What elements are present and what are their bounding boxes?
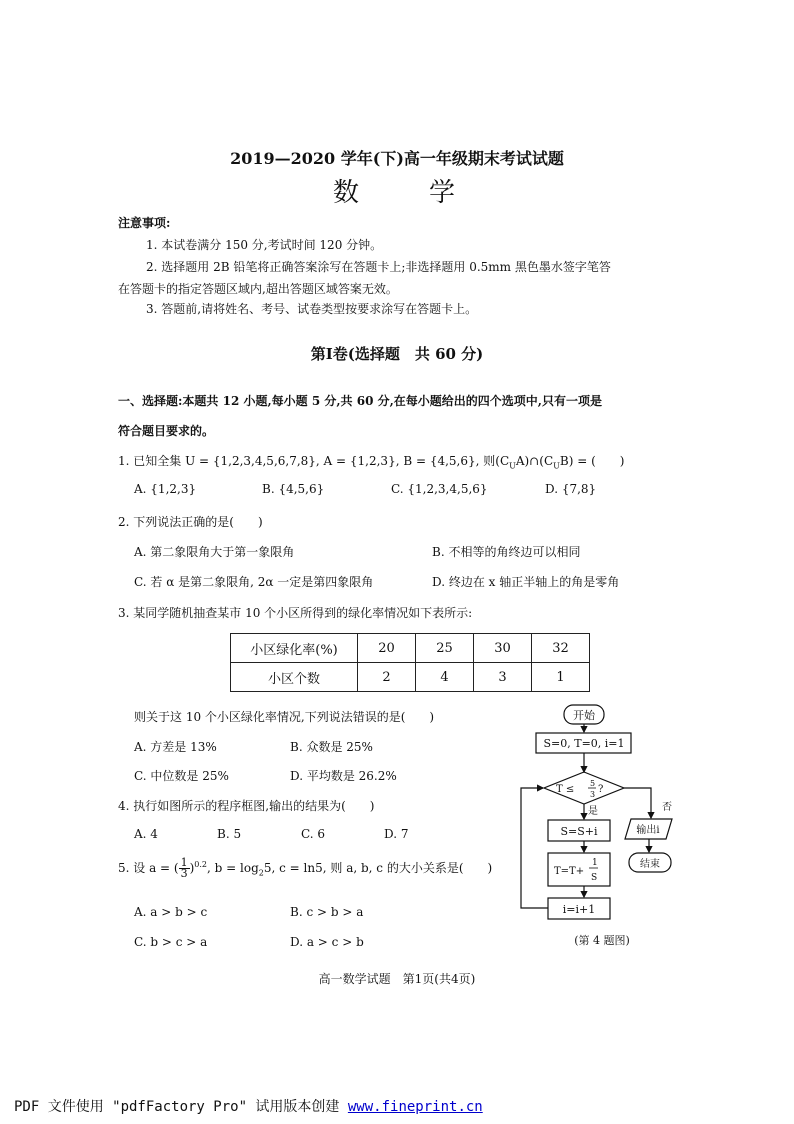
table-cell: 20	[358, 634, 416, 663]
table-header-rate: 小区绿化率(%)	[231, 634, 358, 663]
output-label: 输出i	[636, 825, 660, 836]
step-s-label: S=S+i	[560, 825, 598, 838]
q3-option-a: A. 方差是 13%	[134, 740, 217, 754]
note-3: 3. 答题前,请将姓名、考号、试卷类型按要求涂写在答题卡上。	[146, 302, 478, 316]
q3-option-c: C. 中位数是 25%	[134, 769, 229, 783]
step-i-label: i=i+1	[562, 903, 596, 916]
note-2a: 2. 选择题用 2B 铅笔将正确答案涂写在答题卡上;非选择题用 0.5mm 黑色墨水签字笔答	[146, 260, 611, 274]
section-desc-b: 符合题目要求的。	[118, 424, 215, 438]
init-label: S=0, T=0, i=1	[543, 737, 625, 750]
q3-question: 则关于这 10 个小区绿化率情况,下列说法错误的是( )	[134, 710, 435, 724]
condition-num: 5	[590, 779, 596, 788]
step-t-label: T=T+	[554, 866, 585, 877]
table-cell: 3	[474, 663, 532, 692]
q4-option-b: B. 5	[217, 827, 242, 841]
table-cell: 2	[358, 663, 416, 692]
table-cell: 4	[416, 663, 474, 692]
q3-option-b: B. 众数是 25%	[290, 740, 373, 754]
pdf-footer-text: PDF 文件使用 "pdfFactory Pro" 试用版本创建	[14, 1099, 348, 1115]
table-row	[231, 634, 590, 663]
q2-option-a: A. 第二象限角大于第一象限角	[134, 545, 295, 559]
note-1: 1. 本试卷满分 150 分,考试时间 120 分钟。	[146, 238, 383, 252]
loop-arrow	[521, 788, 548, 908]
no-arrow	[624, 788, 651, 818]
q4-option-d: D. 7	[384, 827, 409, 841]
q2-option-b: B. 不相等的角终边可以相同	[432, 545, 581, 559]
q5-stem: 5. 设 a = ( $\frac{1}{3}$ )$^{0.2}$, $b = \log_25$, c = ln5, 则 a, b, c 的大小关系是( )	[118, 856, 493, 880]
condition-label: T ≤	[556, 784, 575, 795]
q4-stem: 4. 执行如图所示的程序框图,输出的结果为( )	[118, 799, 375, 813]
table-cell: 30	[474, 634, 532, 663]
table-cell: 25	[416, 634, 474, 663]
q3-option-d: D. 平均数是 26.2%	[290, 769, 397, 783]
start-label: 开始	[573, 709, 595, 722]
note-2b: 在答题卡的指定答题区域内,超出答题区域答案无效。	[118, 282, 398, 296]
step-t-num: 1	[592, 858, 598, 868]
q1-option-a: A. {1,2,3}	[134, 482, 197, 496]
condition-q: ?	[598, 784, 604, 795]
q4-option-c: C. 6	[301, 827, 326, 841]
section-desc-a: 一、选择题:本题共 12 小题,每小题 5 分,共 60 分,在每小题给出的四个选项中,只有一项是	[118, 394, 602, 408]
condition-den: 3	[590, 790, 596, 799]
yes-label: 是	[588, 806, 598, 817]
q5-option-c: C. b > c > a	[134, 935, 208, 949]
q3-stem: 3. 某同学随机抽查某市 10 个小区所得到的绿化率情况如下表所示:	[118, 606, 473, 620]
q5-option-b: B. c > b > a	[290, 905, 364, 919]
q2-option-d: D. 终边在 x 轴正半轴上的角是零角	[432, 575, 620, 589]
page-footer: 高一数学试题 第1页(共4页)	[318, 972, 476, 986]
fraction: $\frac{1}{3}$	[180, 856, 188, 880]
table-cell: 32	[532, 634, 590, 663]
end-label: 结束	[640, 859, 660, 870]
subject-title: 数 学	[332, 178, 461, 208]
q5-option-a: A. a > b > c	[134, 905, 208, 919]
table-header-count: 小区个数	[231, 663, 358, 692]
exam-title: 2019—2020 学年(下)高一年级期末考试试题	[230, 149, 564, 168]
pdf-footer	[0, 1096, 794, 1116]
table-row	[231, 663, 590, 692]
greening-rate-table	[230, 633, 590, 692]
notes-heading: 注意事项:	[118, 216, 171, 230]
no-label: 否	[662, 802, 672, 813]
q4-option-a: A. 4	[134, 827, 158, 841]
q1-option-c: C. {1,2,3,4,5,6}	[391, 482, 488, 496]
q5-option-d: D. a > c > b	[290, 935, 364, 949]
fineprint-link[interactable]: www.fineprint.cn	[347, 1099, 483, 1115]
flowchart-caption: (第 4 题图)	[574, 934, 630, 947]
q1-option-b: B. {4,5,6}	[262, 482, 325, 496]
program-flowchart	[510, 700, 690, 950]
q2-stem: 2. 下列说法正确的是( )	[118, 515, 263, 529]
table-cell: 1	[532, 663, 590, 692]
part1-heading: 第Ⅰ卷(选择题 共 60 分)	[310, 345, 484, 363]
q1-stem: 1. 已知全集 U = {1,2,3,4,5,6,7,8}, A = {1,2,3}, B = {4,5,6}, 则$(C_UA)\cap(C_UB)$ = ( )	[118, 454, 625, 471]
q1-option-d: D. {7,8}	[545, 482, 597, 496]
step-t-den: S	[591, 873, 598, 883]
q2-option-c: C. 若 α 是第二象限角, 2α 一定是第四象限角	[134, 575, 374, 589]
